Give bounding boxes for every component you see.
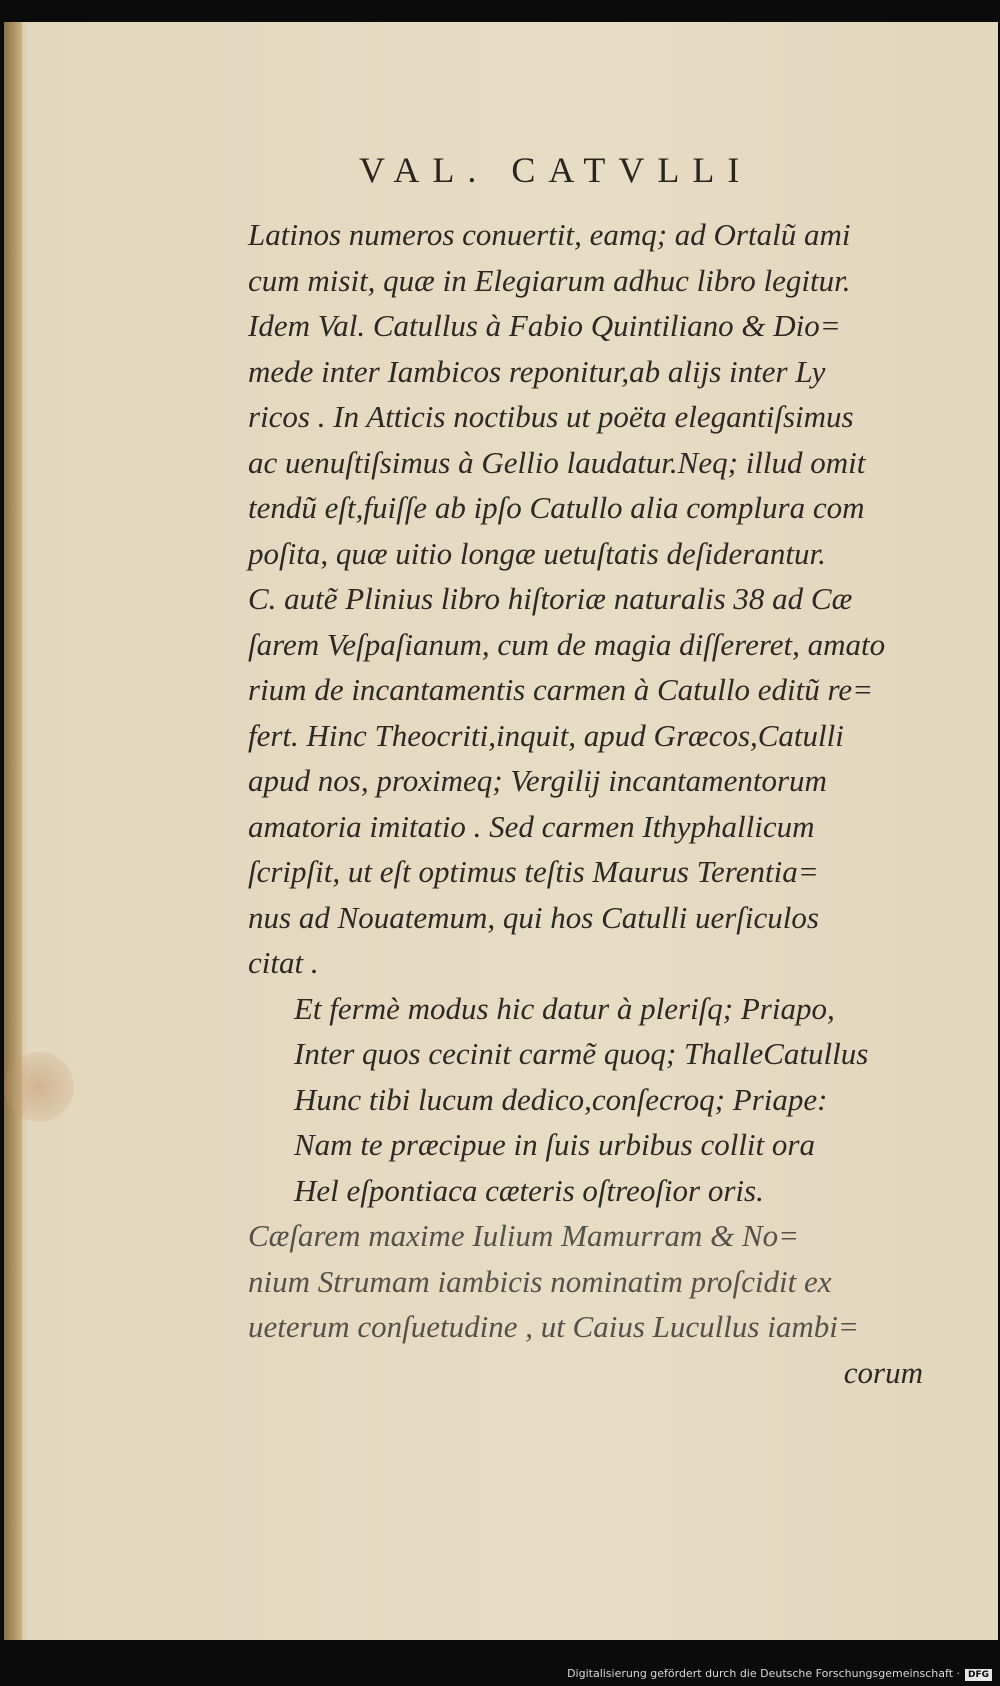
text-line: C. autẽ Plinius libro hiſtoriæ naturalis 38 ad Cæ: [248, 581, 853, 616]
text-line: ricos . In Atticis noctibus ut poëta elegantiſsimus: [248, 399, 854, 434]
running-head: VAL. CATVLLI: [359, 150, 753, 190]
text-line: ſcripſit, ut eſt optimus teſtis Maurus Terentia=: [248, 854, 819, 889]
dfg-logo-icon: DFG: [965, 1669, 992, 1681]
text-line: cum misit, quæ in Elegiarum adhuc libro legitur.: [248, 262, 851, 298]
catchword: corum: [843, 1354, 923, 1390]
text-line: citat .: [248, 945, 319, 980]
text-line: nium Strumam iambicis nominatim proſcidit ex: [248, 1263, 832, 1299]
text-line: Cæſarem maxime Iulium Mamurram & No=: [248, 1218, 800, 1253]
verse-line: Et fermè modus hic datur à pleriſq; Priapo,: [294, 990, 835, 1026]
text-line: ſarem Veſpaſianum, cum de magia diſſereret, amato: [248, 626, 886, 662]
text-line: Latinos numeros conuertit, eamq; ad Ortalũ ami: [248, 217, 851, 252]
text-line: rium de incantamentis carmen à Catullo editũ re=: [248, 672, 874, 707]
text-line: ueterum conſuetudine , ut Caius Lucullus iambi=: [248, 1309, 859, 1344]
verse-line: Hunc tibi lucum dedico,conſecroq; Priape:: [294, 1081, 828, 1117]
text-line: Idem Val. Catullus à Fabio Quintiliano & Dio=: [248, 308, 841, 343]
text-line: poſita, quæ uitio longæ uetuſtatis deſiderantur.: [248, 535, 826, 571]
text-line: apud nos, proximeq; Vergilij incantamentorum: [248, 763, 827, 798]
page-gutter: [4, 22, 22, 1640]
footer-credit: Digitalisierung gefördert durch die Deutsche Forschungsgemeinschaft ·: [567, 1667, 960, 1680]
body-text: [248, 212, 928, 1395]
text-line: ac uenuſtiſsimus à Gellio laudatur.Neq; illud omit: [248, 444, 866, 480]
book-page: [4, 22, 998, 1640]
text-line: amatoria imitatio . Sed carmen Ithyphallicum: [248, 808, 815, 844]
text-line: nus ad Nouatemum, qui hos Catulli uerſiculos: [248, 899, 819, 935]
text-line: tendũ eſt,fuiſſe ab ipſo Catullo alia complura com: [248, 490, 865, 525]
verse-line: Nam te præcipue in ſuis urbibus collit ora: [294, 1127, 815, 1162]
verse-line: Inter quos cecinit carmẽ quoq; ThalleCatullus: [294, 1036, 869, 1071]
text-line: mede inter Iambicos reponitur,ab alijs inter Ly: [248, 353, 826, 389]
verse-line: Hel eſpontiaca cæteris oſtreoſior oris.: [294, 1172, 764, 1208]
text-line: fert. Hinc Theocriti,inquit, apud Græcos,Catulli: [248, 717, 844, 753]
paper-stain: [4, 1052, 74, 1122]
footer-bar: [0, 1642, 1000, 1686]
